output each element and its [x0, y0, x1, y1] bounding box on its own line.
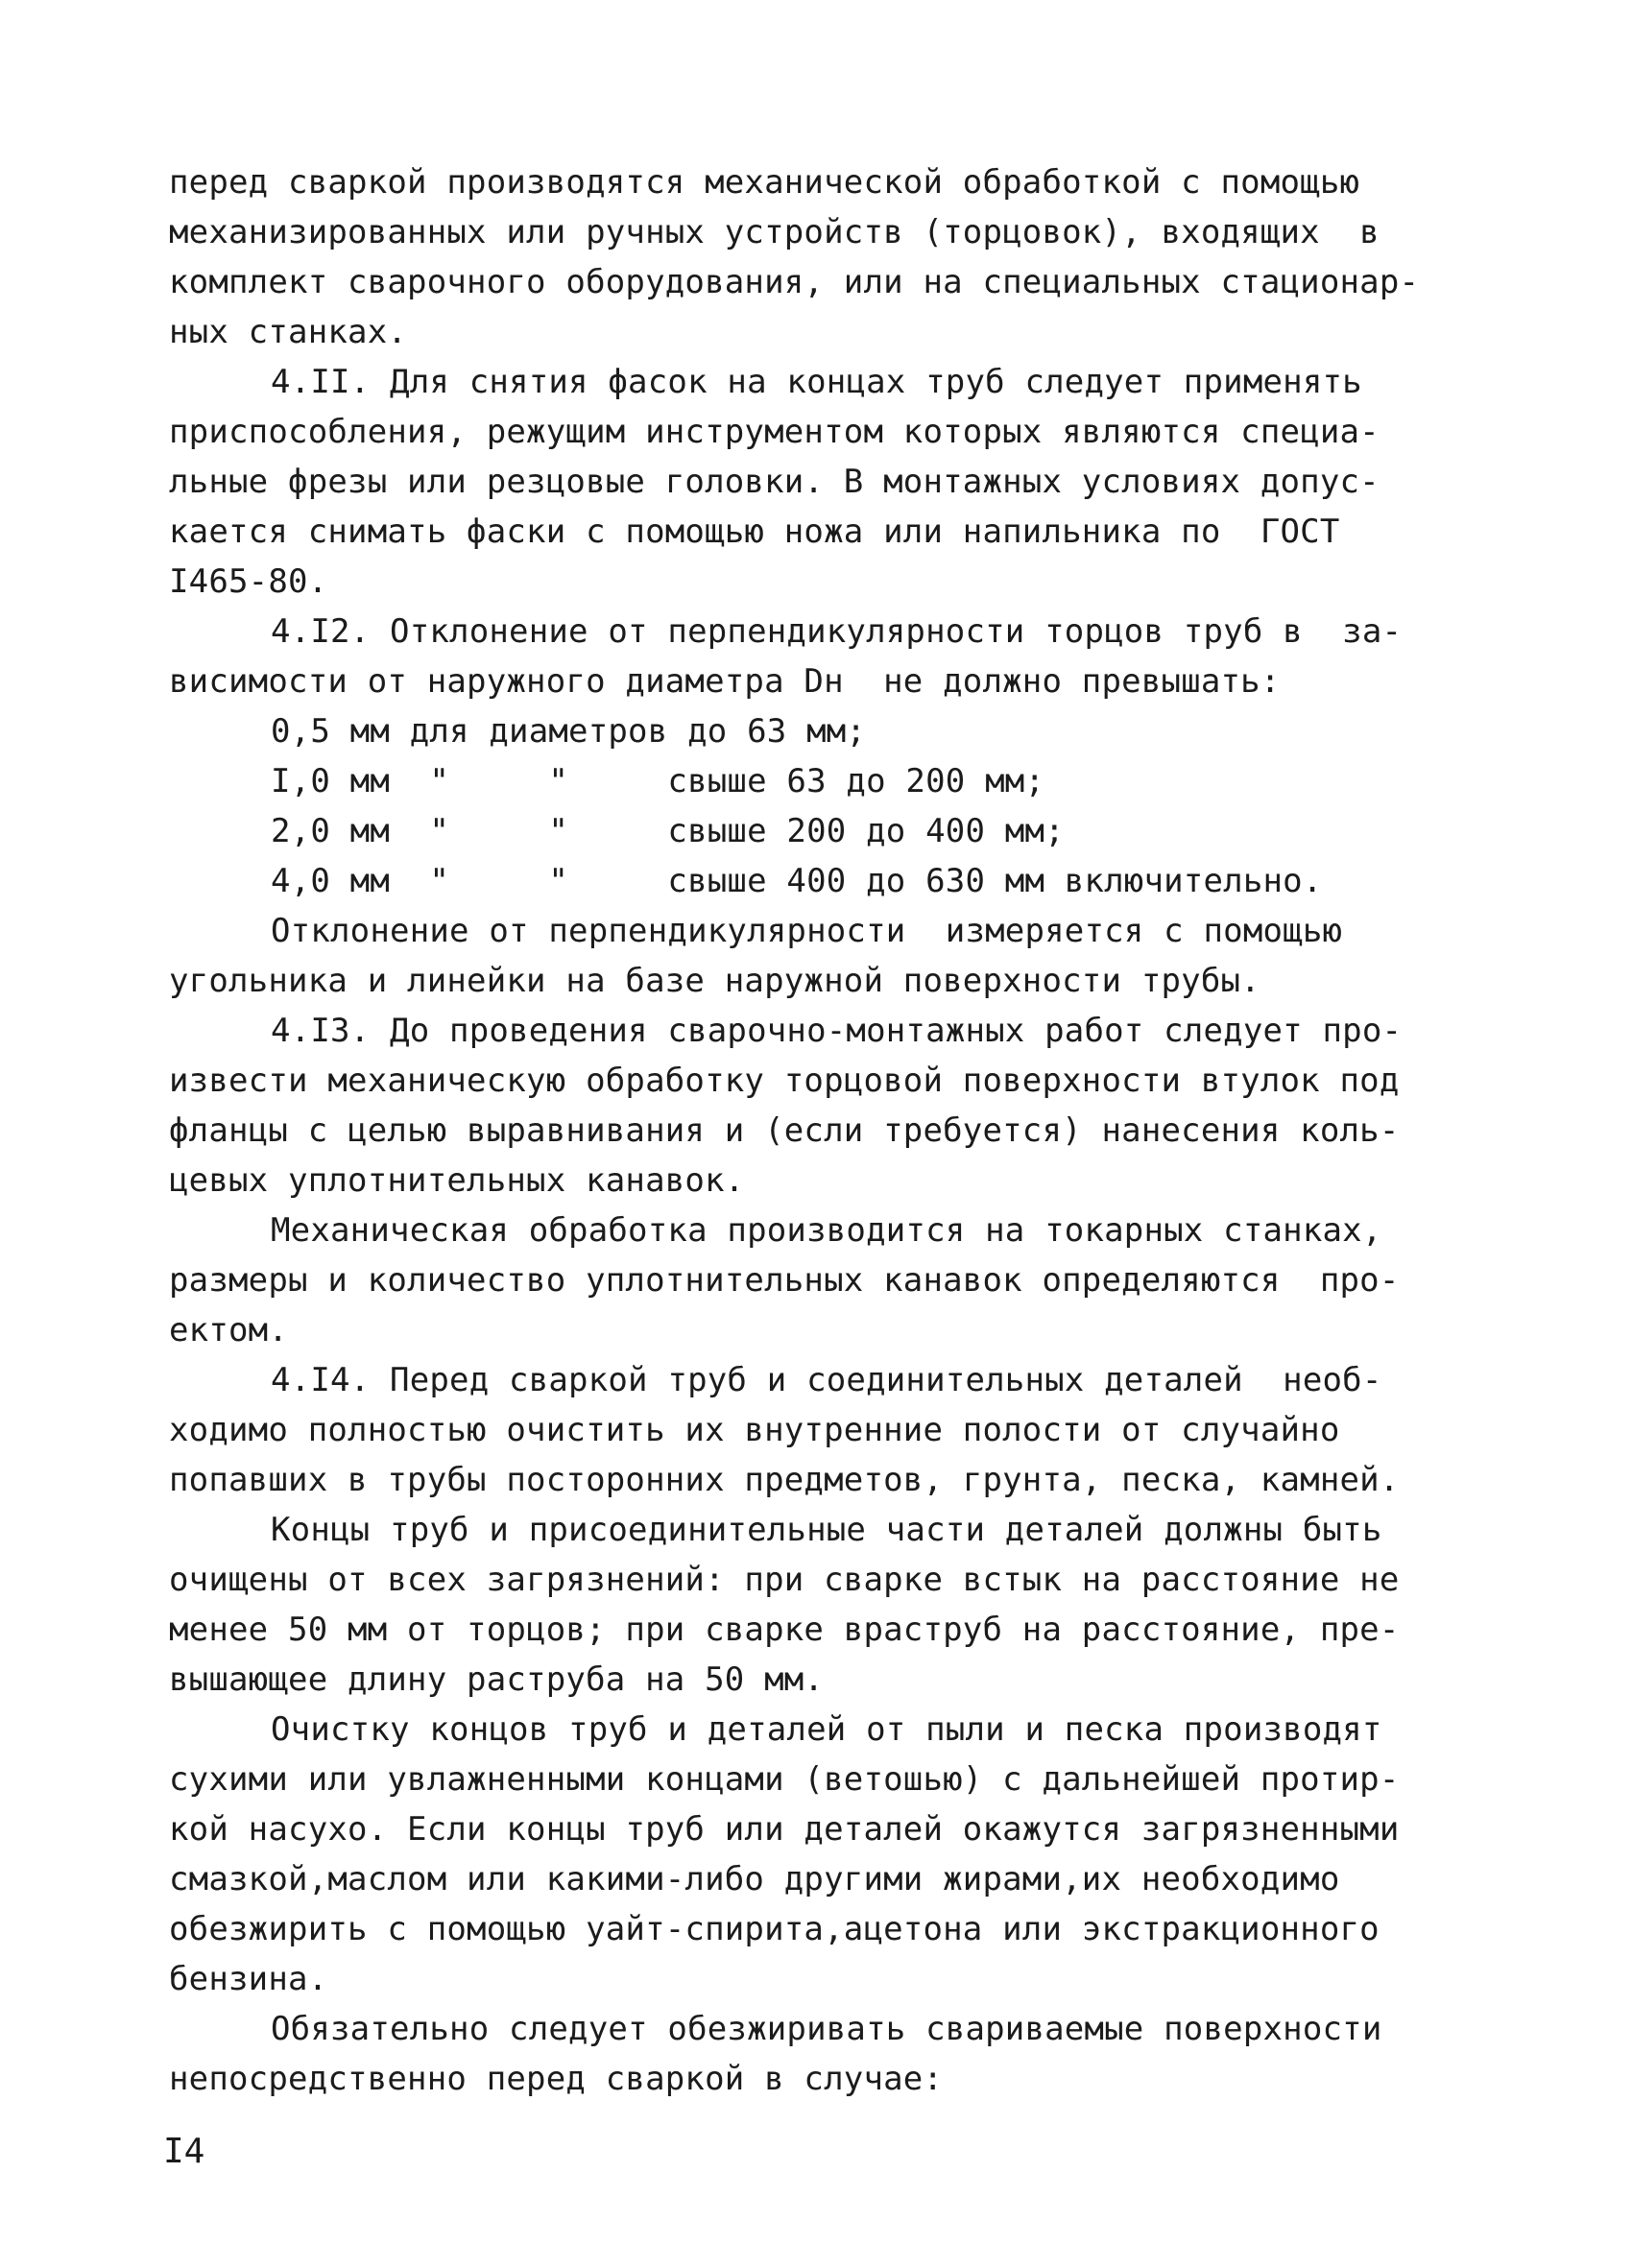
tolerance-row: 0,5 мм для диаметров до 63 мм; [271, 712, 867, 751]
text-line: Обязательно следует обезжиривать свариваемые поверхности [271, 2010, 1382, 2048]
text-line: комплект сварочного оборудования, или на специальных стационар- [169, 263, 1420, 301]
paragraph-heading-4-14: 4.I4. Перед сваркой труб и соединительных деталей необ- [271, 1361, 1382, 1399]
text-line: кой насухо. Если концы труб или деталей окажутся загрязненными [169, 1810, 1400, 1849]
text-line: льные фрезы или резцовые головки. В монтажных условиях допус- [169, 463, 1380, 501]
paragraph-heading-4-13: 4.I3. До проведения сварочно-монтажных работ следует про- [271, 1012, 1403, 1050]
text-line: I465-80. [169, 562, 328, 601]
text-line: цевых уплотнительных канавок. [169, 1161, 745, 1200]
text-line: Отклонение от перпендикулярности измеряется с помощью [271, 912, 1343, 950]
text-line: ектом. [169, 1311, 289, 1349]
paragraph-heading-4-12: 4.I2. Отклонение от перпендикулярности торцов труб в за- [271, 612, 1403, 651]
text-line: приспособления, режущим инструментом которых являются специа- [169, 413, 1380, 451]
paragraph-heading-4-11: 4.II. Для снятия фасок на концах труб следует применять [271, 363, 1362, 401]
text-line: Концы труб и присоединительные части деталей должны быть [271, 1511, 1382, 1549]
text-line: кается снимать фаски с помощью ножа или напильника по ГОСТ [169, 513, 1340, 551]
text-line: извести механическую обработку торцовой поверхности втулок под [169, 1062, 1400, 1100]
text-line: механизированных или ручных устройств (торцовок), входящих в [169, 213, 1380, 251]
text-line: ходимо полностью очистить их внутренние полости от случайно [169, 1411, 1340, 1449]
text-line: перед сваркой производятся механической обработкой с помощью [169, 163, 1360, 202]
text-line: бензина. [169, 1960, 328, 1998]
tolerance-row: 4,0 мм " " свыше 400 до 630 мм включительно. [271, 862, 1323, 900]
text-line: сухими или увлажненными концами (ветошью) с дальнейшей протир- [169, 1760, 1400, 1799]
text-line: угольника и линейки на базе наружной поверхности трубы. [169, 962, 1260, 1000]
text-line: висимости от наружного диаметра Dн не должно превышать: [169, 662, 1281, 701]
text-line: размеры и количество уплотнительных канавок определяются про- [169, 1261, 1400, 1300]
page-number: I4 [163, 2132, 205, 2171]
text-line: обезжирить с помощью уайт-спирита,ацетона или экстракционного [169, 1910, 1380, 1948]
text-line: Очистку концов труб и деталей от пыли и песка производят [271, 1710, 1382, 1749]
text-line: фланцы с целью выравнивания и (если требуется) нанесения коль- [169, 1111, 1400, 1150]
text-line: попавших в трубы посторонних предметов, грунта, песка, камней. [169, 1461, 1400, 1499]
text-line: Механическая обработка производится на токарных станках, [271, 1211, 1382, 1250]
text-line: вышающее длину раструба на 50 мм. [169, 1660, 825, 1699]
text-line: менее 50 мм от торцов; при сварке враструб на расстояние, пре- [169, 1611, 1400, 1649]
text-line: ных станках. [169, 313, 408, 351]
tolerance-row: 2,0 мм " " свыше 200 до 400 мм; [271, 812, 1065, 850]
tolerance-row: I,0 мм " " свыше 63 до 200 мм; [271, 762, 1045, 800]
text-line: смазкой,маслом или какими-либо другими жирами,их необходимо [169, 1860, 1340, 1898]
text-line: непосредственно перед сваркой в случае: [169, 2060, 944, 2098]
text-line: очищены от всех загрязнений: при сварке встык на расстояние не [169, 1561, 1400, 1599]
